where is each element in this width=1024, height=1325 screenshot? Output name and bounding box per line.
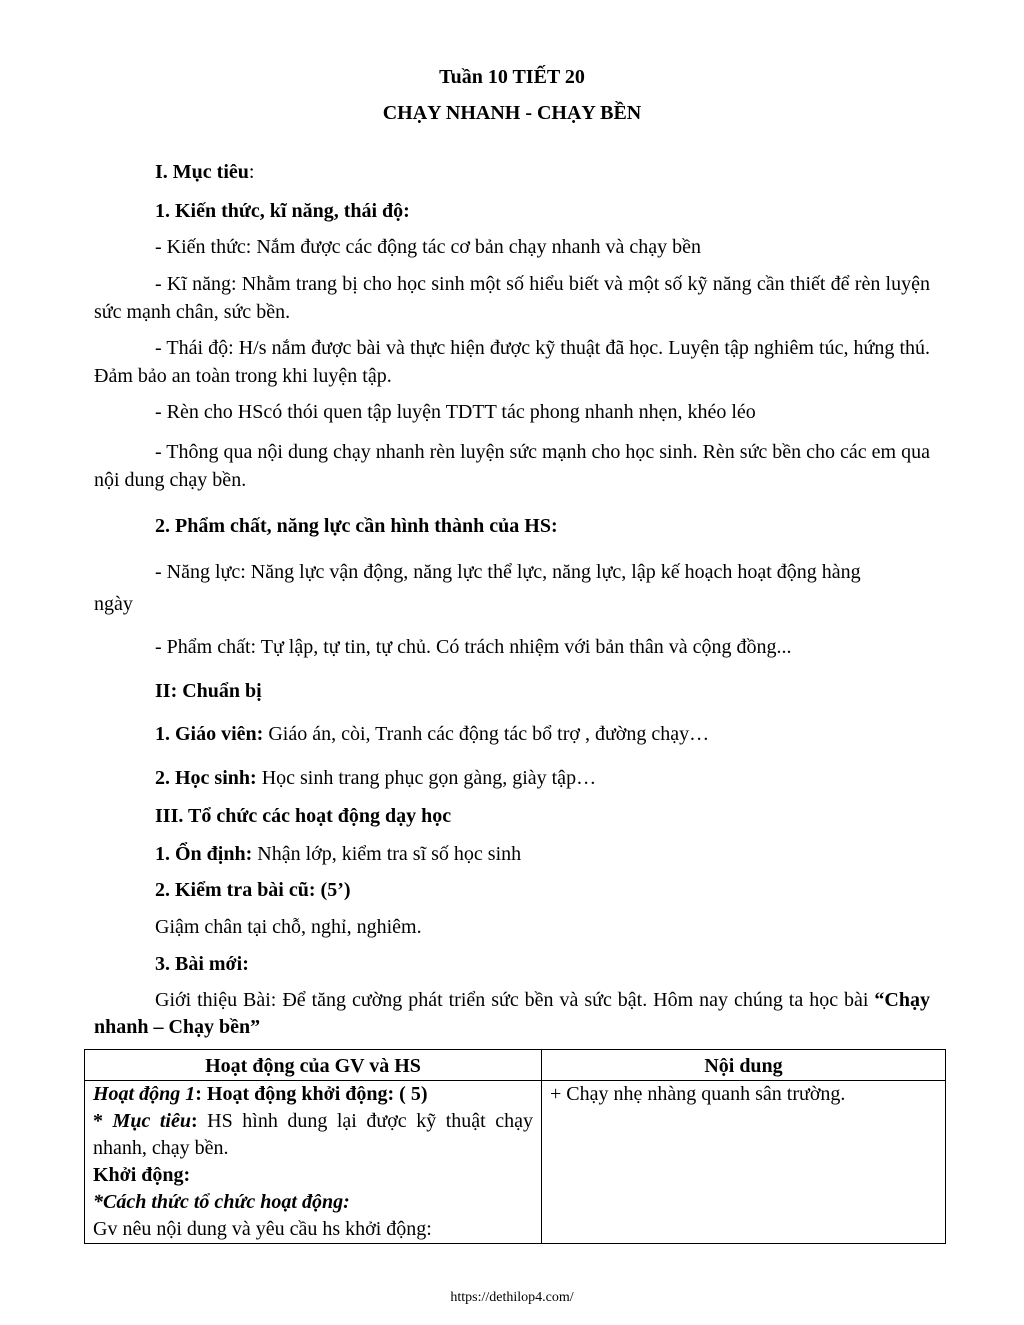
subheading-knowledge-skills (94, 197, 930, 225)
lesson-title: CHẠY NHANH - CHẠY BỀN (382, 102, 642, 124)
new-lesson-heading-text: 3. Bài mới: (155, 953, 249, 975)
activity-cell (85, 1081, 542, 1244)
quality-line: - Phẩm chất: Tự lập, tự tin, tự chủ. Có trách nhiệm với bản thân và cộng đồng... (155, 636, 792, 658)
preparation-heading (94, 677, 930, 705)
warmup-heading (93, 1162, 533, 1189)
objectives-heading-colon: : (248, 161, 255, 183)
preparation-heading-text: II: Chuẩn bị (155, 680, 262, 702)
student-text: Học sinh trang phục gọn gàng, giày tập… (256, 767, 597, 789)
teacher-text: Giáo án, còi, Tranh các động tác bổ trợ , đường chạy… (263, 723, 710, 745)
stabilize-text: Nhận lớp, kiểm tra sĩ số học sinh (252, 843, 522, 865)
subheading-knowledge-skills-text: 1. Kiến thức, kĩ năng, thái độ: (155, 200, 410, 222)
activity-1-label: Hoạt động 1 (93, 1083, 196, 1105)
goal-label: Mục tiêu (112, 1110, 191, 1132)
col-header-activities: Hoạt động của GV và HS (85, 1050, 542, 1081)
intro-lesson-name: “Chạy nhanh – Chạy bền” (94, 989, 930, 1038)
warmup-label: Khởi động: (93, 1164, 191, 1186)
goal-colon: : (190, 1110, 198, 1132)
attitude-paragraph: - Thái độ: H/s nắm được bài và thực hiện được kỹ thuật đã học. Luyện tập nghiêm túc, hứng thú. Đảm bảo an toàn trong khi luyện tập. (94, 337, 930, 387)
teacher-preparation (94, 720, 930, 748)
subheading-qualities (94, 512, 930, 540)
student-preparation (94, 764, 930, 792)
content-cell (542, 1081, 946, 1244)
week-lesson-title: Tuần 10 TIẾT 20 (439, 66, 585, 88)
method-label: *Cách thức tổ chức hoạt động: (93, 1191, 350, 1213)
knowledge-line: - Kiến thức: Nắm được các động tác cơ bản chạy nhanh và chạy bền (155, 236, 701, 258)
competence-paragraph: - Năng lực: Năng lực vận động, năng lực thể lực, năng lực, lập kế hoạch hoạt động hàng ngày (94, 561, 861, 615)
activity-goal (93, 1108, 533, 1162)
activity-1-rest: : Hoạt động khởi động: ( 5) (195, 1083, 428, 1105)
table-row (85, 1081, 946, 1244)
stabilize-label: 1. Ổn định: (155, 843, 253, 865)
teacher-label: 1. Giáo viên: (155, 723, 264, 745)
through-paragraph: - Thông qua nội dung chạy nhanh rèn luyện sức mạnh cho học sinh. Rèn sức bền cho các em qua nội dung chạy bền. (94, 441, 930, 491)
skill-paragraph: - Kĩ năng: Nhằm trang bị cho học sinh một số hiểu biết và một số kỹ năng cần thiết để rèn luyện sức mạnh chân, sức bền. (94, 273, 930, 323)
stabilize-line (94, 840, 930, 868)
table-header-row (85, 1050, 946, 1081)
intro-paragraph (94, 987, 930, 1041)
student-label: 2. Học sinh: (155, 767, 257, 789)
subheading-qualities-text: 2. Phẩm chất, năng lực cần hình thành của HS: (155, 515, 558, 537)
col-header-content: Nội dung (542, 1050, 946, 1081)
activities-heading (94, 802, 930, 830)
intro-text: Giới thiệu Bài: Để tăng cường phát triển sức bền và sức bật. Hôm nay chúng ta học bài (155, 989, 875, 1011)
check-heading (94, 876, 930, 904)
objectives-heading-text: I. Mục tiêu (155, 161, 249, 183)
goal-text: HS hình dung lại được kỹ thuật chạy nhanh, chạy bền. (93, 1110, 534, 1159)
activities-heading-text: III. Tổ chức các hoạt động dạy học (155, 805, 452, 827)
method-text: Gv nêu nội dung và yêu cầu hs khởi động: (93, 1218, 432, 1240)
check-heading-text: 2. Kiểm tra bài cũ: (5’) (155, 879, 351, 901)
habit-line: - Rèn cho HScó thói quen tập luyện TDTT tác phong nhanh nhẹn, khéo léo (155, 401, 756, 423)
method-heading (93, 1189, 533, 1216)
goal-star: * (93, 1110, 113, 1132)
check-text: Giậm chân tại chỗ, nghỉ, nghiêm. (155, 916, 422, 938)
footer-url[interactable]: https://dethilop4.com/ (450, 1290, 574, 1305)
new-lesson-heading (94, 950, 930, 978)
activity-table (84, 1049, 946, 1244)
activity-1-title (93, 1081, 533, 1108)
objectives-heading (94, 158, 930, 186)
content-text: + Chạy nhẹ nhàng quanh sân trường. (550, 1083, 846, 1105)
